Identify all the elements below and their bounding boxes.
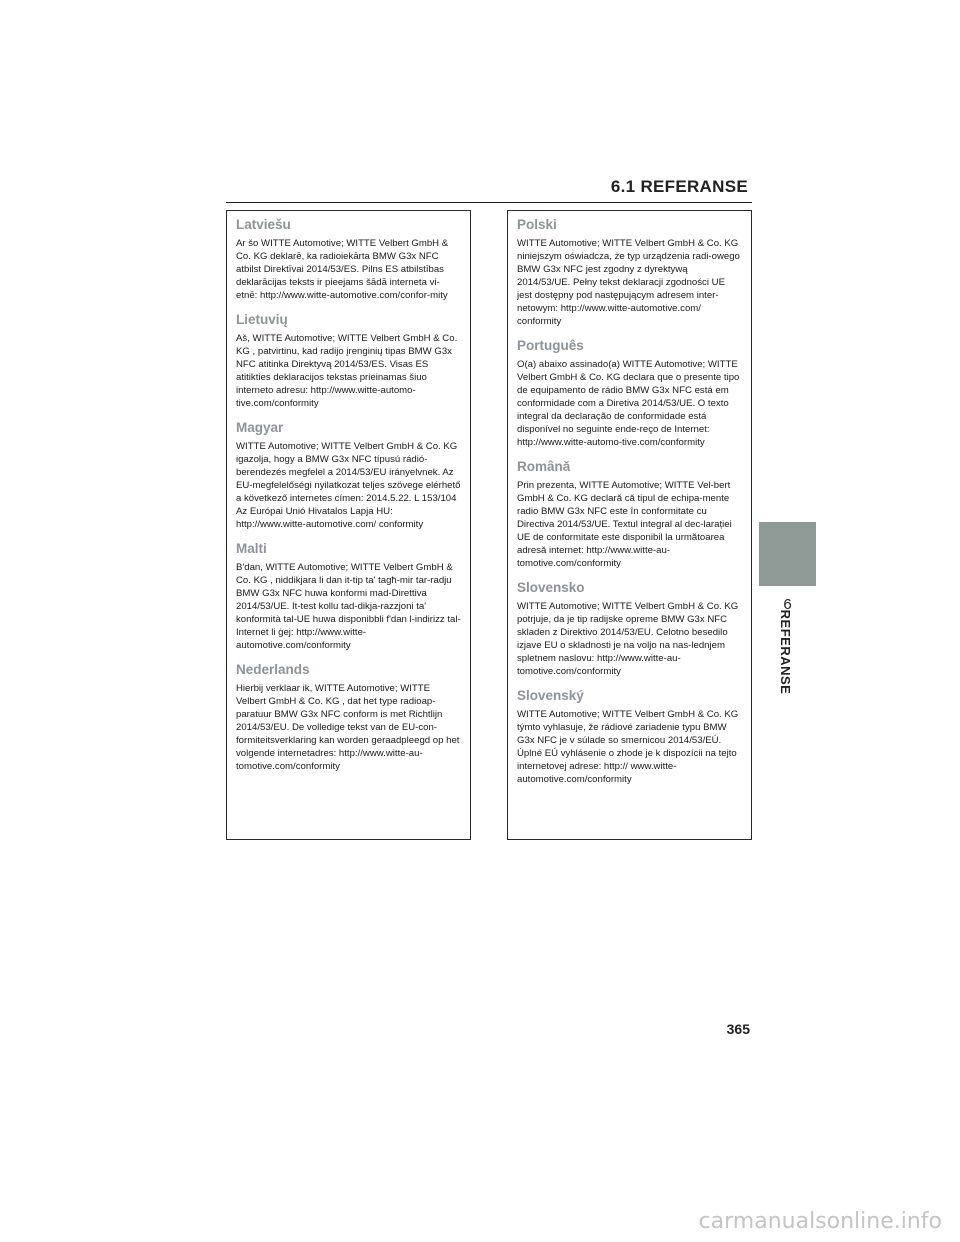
lang-section-slovensky bbox=[517, 688, 742, 786]
lang-body: WITTE Automotive; WITTE Velbert GmbH & Co. KG igazolja, hogy a BMW G3x NFC típusú rádió-berendezés megfelel a 2014/53/EU irányelvnek. Az EU-megfelelőségi nyilatkozat teljes szövege elérhető a következő internetes címen: 2014.5.22. L 153/104 Az Európai Unió Hivatalos Lapja HU: http://www.witte-automotive.com/ conformity bbox=[236, 441, 461, 530]
lang-heading: Slovenský bbox=[517, 688, 584, 703]
chapter-label: REFERANSE bbox=[778, 609, 793, 695]
lang-heading: Português bbox=[517, 338, 584, 353]
lang-heading: Nederlands bbox=[236, 662, 310, 677]
lang-heading: Slovensko bbox=[517, 580, 585, 595]
section-title: 6.1 REFERANSE bbox=[610, 177, 748, 196]
lang-body: WITTE Automotive; WITTE Velbert GmbH & Co. KG potrjuje, da je tip radijske opreme BMW G3x NFC skladen z Direktivo 2014/53/EU. Celotno besedilo izjave EU o skladnosti je na voljo na nas-lednjem spletnem naslovu: http://www.witte-au-tomotive.com/conformity bbox=[517, 601, 739, 677]
chapter-tab bbox=[759, 522, 816, 586]
lang-body: Prin prezenta, WITTE Automotive; WITTE Vel-bert GmbH & Co. KG declară că tipul de echipa-mente radio BMW G3x NFC este în conformitate cu Directiva 2014/53/UE. Textul integral al dec-larației UE de conformitate este disponibil la următoarea adresă internet: http://www.witte-au-tomotive.com/conformity bbox=[517, 480, 732, 569]
lang-body: WITTE Automotive; WITTE Velbert GmbH & Co. KG týmto vyhlasuje, že rádiové zariadenie typu BMW G3x NFC je v súlade so smernicou 2014/53/EÚ. Úplné EÚ vyhlásenie o zhode je k dispozícii na tejto internetovej adrese: http:// www.witte-automotive.com/conformity bbox=[517, 709, 739, 785]
lang-heading: Polski bbox=[517, 217, 557, 232]
lang-heading: Română bbox=[517, 459, 571, 474]
lang-section-polski bbox=[517, 217, 742, 328]
header-divider bbox=[226, 202, 752, 203]
page-number: 365 bbox=[726, 1021, 750, 1037]
lang-body: Ar šo WITTE Automotive; WITTE Velbert GmbH & Co. KG deklarē, ka radioiekārta BMW G3x NFC atbilst Direktīvai 2014/53/ES. Pilns ES atbilstības deklarācijas teksts ir pieejams šādā interneta vi-etnē: http://www.witte-automotive.com/confor-mity bbox=[236, 238, 449, 301]
lang-body: B'dan, WITTE Automotive; WITTE Velbert GmbH & Co. KG , niddikjara li dan it-tip ta' tagħ-mir tar-radju BMW G3x NFC huwa konformi mad-Direttiva 2014/53/UE. It-test kollu tad-dikja-razzjoni ta' konformità tal-UE huwa disponibbli f'dan l-indirizz tal-Internet li ġej: http://www.witte-automotive.com/conformity bbox=[236, 562, 461, 651]
right-column bbox=[507, 210, 752, 840]
lang-body: O(a) abaixo assinado(a) WITTE Automotive; WITTE Velbert GmbH & Co. KG declara que o presente tipo de equipamento de rádio BMW G3x NFC está em conformidade com a Diretiva 2014/53/UE. O texto integral da declaração de conformidade está disponível no seguinte ende-reço de Internet: http://www.witte-automo-tive.com/conformity bbox=[517, 359, 740, 448]
lang-body: Aš, WITTE Automotive; WITTE Velbert GmbH & Co. KG , patvirtinu, kad radijo įrenginių tipas BMW G3x NFC atitinka Direktyvą 2014/53/ES. Visas ES atitikties deklaracijos tekstas prieinamas šiuo interneto adresu: http://www.witte-automo-tive.com/conformity bbox=[236, 333, 458, 409]
lang-heading: Lietuvių bbox=[236, 312, 288, 327]
lang-body: Hierbij verklaar ik, WITTE Automotive; WITTE Velbert GmbH & Co. KG , dat het type radioap-paratuur BMW G3x NFC conform is met Richtlijn 2014/53/EU. De volledige tekst van de EU-con-formiteitsverklaring kan worden geraadpleegd op het volgende internetadres: http://www.witte-au-tomotive.com/conformity bbox=[236, 683, 460, 772]
lang-heading: Malti bbox=[236, 541, 267, 556]
lang-section-magyar bbox=[236, 420, 461, 531]
lang-section-portugues bbox=[517, 338, 742, 449]
watermark: carmanualsonline.info bbox=[698, 1209, 942, 1234]
lang-heading: Magyar bbox=[236, 420, 284, 435]
lang-section-latviesu bbox=[236, 217, 461, 302]
lang-section-nederlands bbox=[236, 662, 461, 773]
lang-heading: Latviešu bbox=[236, 217, 291, 232]
lang-section-romana bbox=[517, 459, 742, 570]
chapter-number: 6 bbox=[783, 596, 792, 613]
lang-section-lietuviu bbox=[236, 312, 461, 410]
lang-section-slovensko bbox=[517, 580, 742, 678]
lang-body: WITTE Automotive; WITTE Velbert GmbH & Co. KG niniejszym oświadcza, że typ urządzenia radi-owego BMW G3x NFC jest zgodny z dyrektywą 2014/53/UE. Pełny tekst deklaracji zgodności UE jest dostępny pod następującym adresem inter-netowym: http://www.witte-automotive.com/ conformity bbox=[517, 238, 740, 327]
lang-section-malti bbox=[236, 541, 461, 652]
left-column bbox=[226, 210, 471, 840]
